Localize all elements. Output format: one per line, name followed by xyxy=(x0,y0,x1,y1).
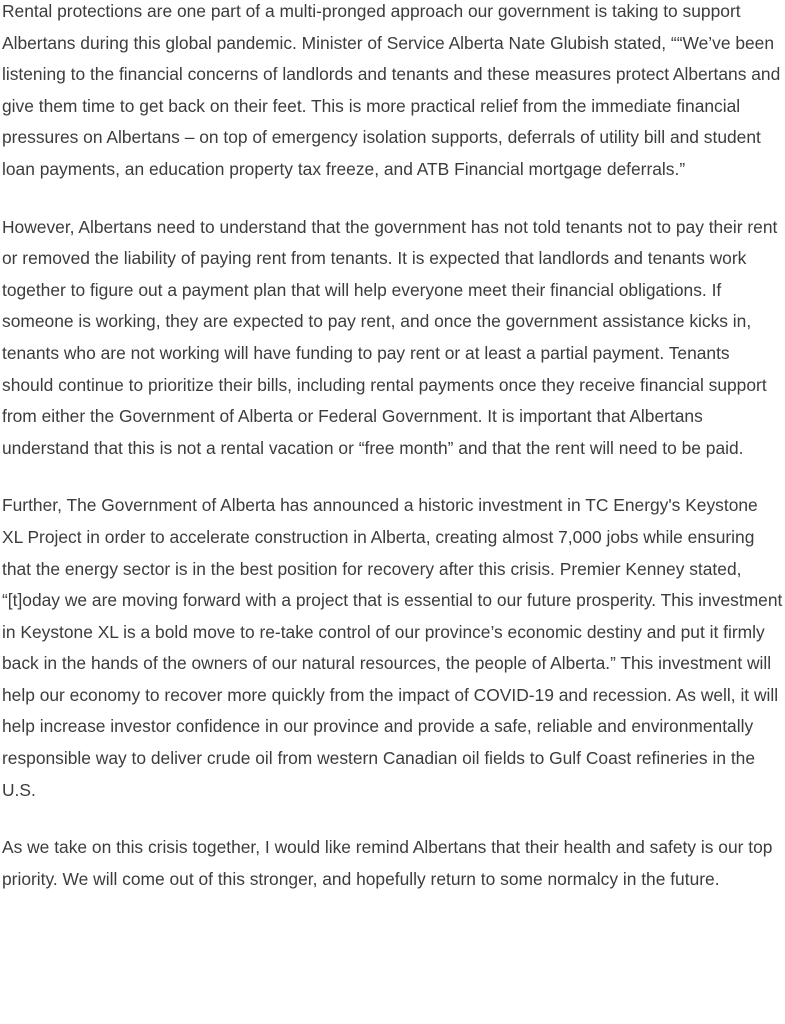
paragraph-keystone-xl: Further, The Government of Alberta has announced a historic investment in TC Energy's Keystone XL Project in order to accelerate construction in Alberta, creating almost 7,000 jobs while ensuring that the energy sector is in the best position for recovery after this crisis. Premier Kenney stated, “[t]oday we are moving forward with a project that is essential to our future prosperity. This investment in Keystone XL is a bold move to re-take control of our province’s economic destiny and put it firmly back in the hands of the owners of our natural resources, the people of Alberta.” This investment will help our economy to recover more quickly from the impact of COVID-19 and recession. As well, it will help increase investor confidence in our province and provide a safe, reliable and environmentally responsible way to deliver crude oil from western Canadian oil fields to Gulf Coast refineries in the U.S. xyxy=(2,495,783,800)
paragraph-rent-obligations: However, Albertans need to understand that the government has not told tenants not to pay their rent or removed the liability of paying rent from tenants. It is expected that landlords and tenants work together to figure out a payment plan that will help everyone meet their financial obligations. If someone is working, they are expected to pay rent, and once the government assistance kicks in, tenants who are not working will have funding to pay rent or at least a partial payment. Tenants should continue to prioritize their bills, including rental payments once they receive financial support from either the Government of Alberta or Federal Government. It is important that Albertans understand that this is not a rental vacation or “free month” and that the rent will need to be paid. xyxy=(2,216,778,458)
paragraph-closing: As we take on this crisis together, I would like remind Albertans that their health and safety is our top priority. We will come out of this stronger, and hopefully return to some normalcy in the future. xyxy=(2,837,773,889)
paragraph-rental-protections: Rental protections are one part of a multi-pronged approach our government is taking to support Albertans during this global pandemic. Minister of Service Alberta Nate Glubish stated, ““We’ve been listening to the financial concerns of landlords and tenants and these measures protect Albertans and give them time to get back on their feet. This is more practical relief from the immediate financial pressures on Albertans – on top of emergency isolation supports, deferrals of utility bill and student loan payments, an education property tax freeze, and ATB Financial mortgage deferrals.” xyxy=(2,1,781,179)
